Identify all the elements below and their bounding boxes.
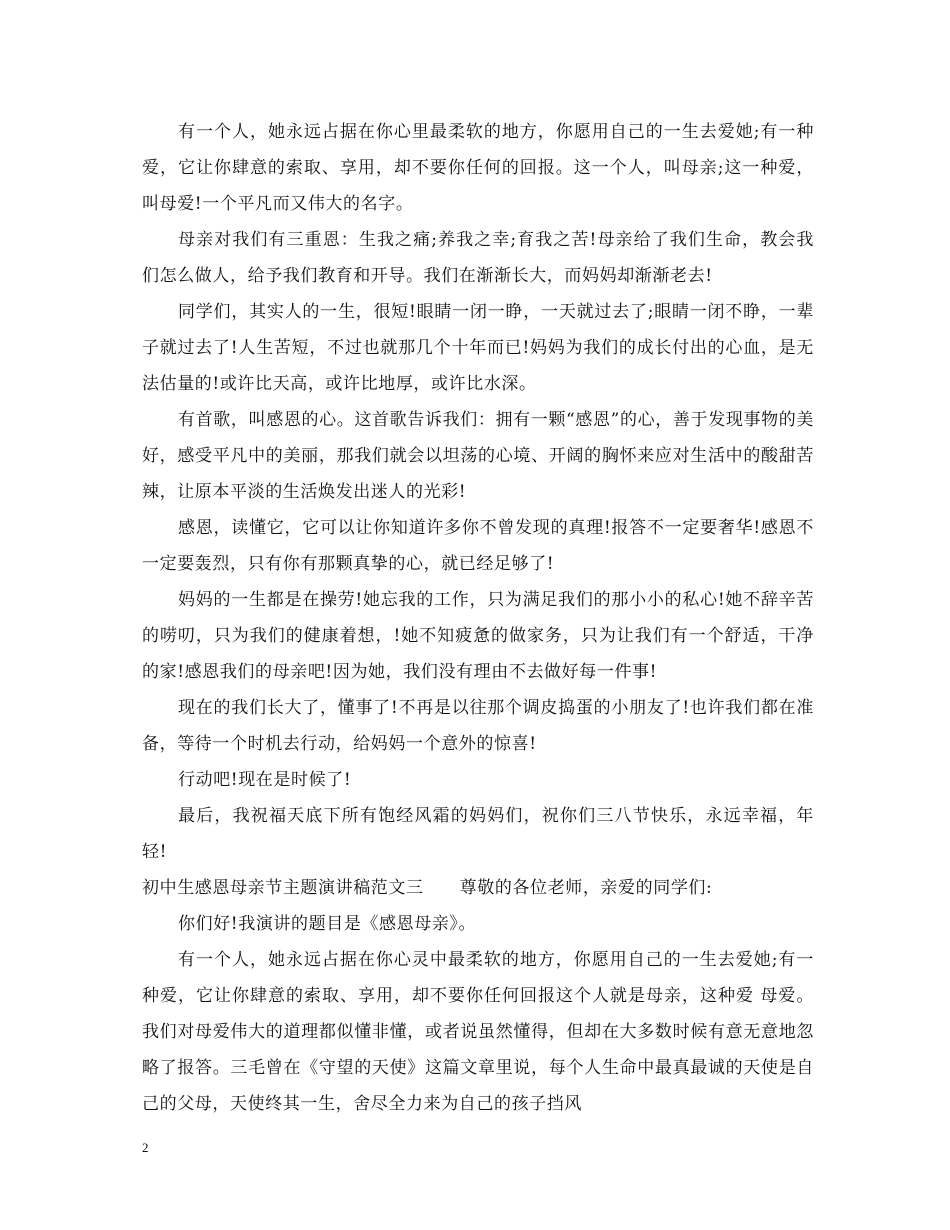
paragraph: 同学们，其实人的一生，很短!眼睛一闭一睁，一天就过去了;眼睛一闭不睁，一辈子就过去了!人生苦短，不过也就那几个十年而已!妈妈为我们的成长付出的心血，是无法估量的!或许比天高，或许比地厚，或许比水深。	[142, 302, 814, 394]
paragraph: 有首歌，叫感恩的心。这首歌告诉我们：拥有一颗“感恩”的心，善于发现事物的美好，感受平凡中的美丽，那我们就会以坦荡的心境、开阔的胸怀来应对生活中的酸甜苦辣，让原本平淡的生活焕发出迷人的光彩!	[142, 410, 814, 502]
paragraph: 感恩，读懂它，它可以让你知道许多你不曾发现的真理!报答不一定要奢华!感恩不一定要轰烈，只有你有那颗真挚的心，就已经足够了!	[142, 518, 814, 574]
paragraph: 有一个人，她永远占据在你心里最柔软的地方，你愿用自己的一生去爱她;有一种爱，它让你肆意的索取、享用，却不要你任何的回报。这一个人，叫母亲;这一种爱，叫母爱!一个平凡而又伟大的名字。	[142, 122, 814, 214]
section-heading: 初中生感恩母亲节主题演讲稿范文三 尊敬的各位老师，亲爱的同学们:	[142, 878, 713, 898]
paragraph: 母亲对我们有三重恩：生我之痛;养我之幸;育我之苦!母亲给了我们生命，教会我们怎么做人，给予我们教育和开导。我们在渐渐长大，而妈妈却渐渐老去!	[142, 230, 814, 286]
paragraph: 你们好!我演讲的题目是《感恩母亲》。	[178, 914, 477, 934]
paragraph: 最后，我祝福天底下所有饱经风霜的妈妈们，祝你们三八节快乐，永远幸福，年轻!	[142, 806, 814, 862]
body-text	[142, 114, 814, 1122]
paragraph: 现在的我们长大了，懂事了!不再是以往那个调皮捣蛋的小朋友了!也许我们都在准备，等待一个时机去行动，给妈妈一个意外的惊喜!	[142, 698, 814, 754]
paragraph: 有一个人，她永远占据在你心灵中最柔软的地方，你愿用自己的一生去爱她;有一种爱，它让你肆意的索取、享用，却不要你任何回报这个人就是母亲，这种爱 母爱。我们对母爱伟大的道理都似懂非懂，或者说虽然懂得，但却在大多数时候有意无意地忽略了报答。三毛曾在《守望的天使》这篇文章里说，每个人生命中最真最诚的天使是自己的父母，天使终其一生，舍尽全力来为自己的孩子挡风	[142, 950, 814, 1114]
paragraph: 行动吧!现在是时候了!	[178, 770, 352, 790]
page-number: 2	[142, 1140, 149, 1155]
paragraph: 妈妈的一生都是在操劳!她忘我的工作，只为满足我们的那小小的私心!她不辞辛苦的唠叨，只为我们的健康着想，!她不知疲惫的做家务，只为让我们有一个舒适，干净的家!感恩我们的母亲吧!因为她，我们没有理由不去做好每一件事!	[142, 590, 814, 682]
